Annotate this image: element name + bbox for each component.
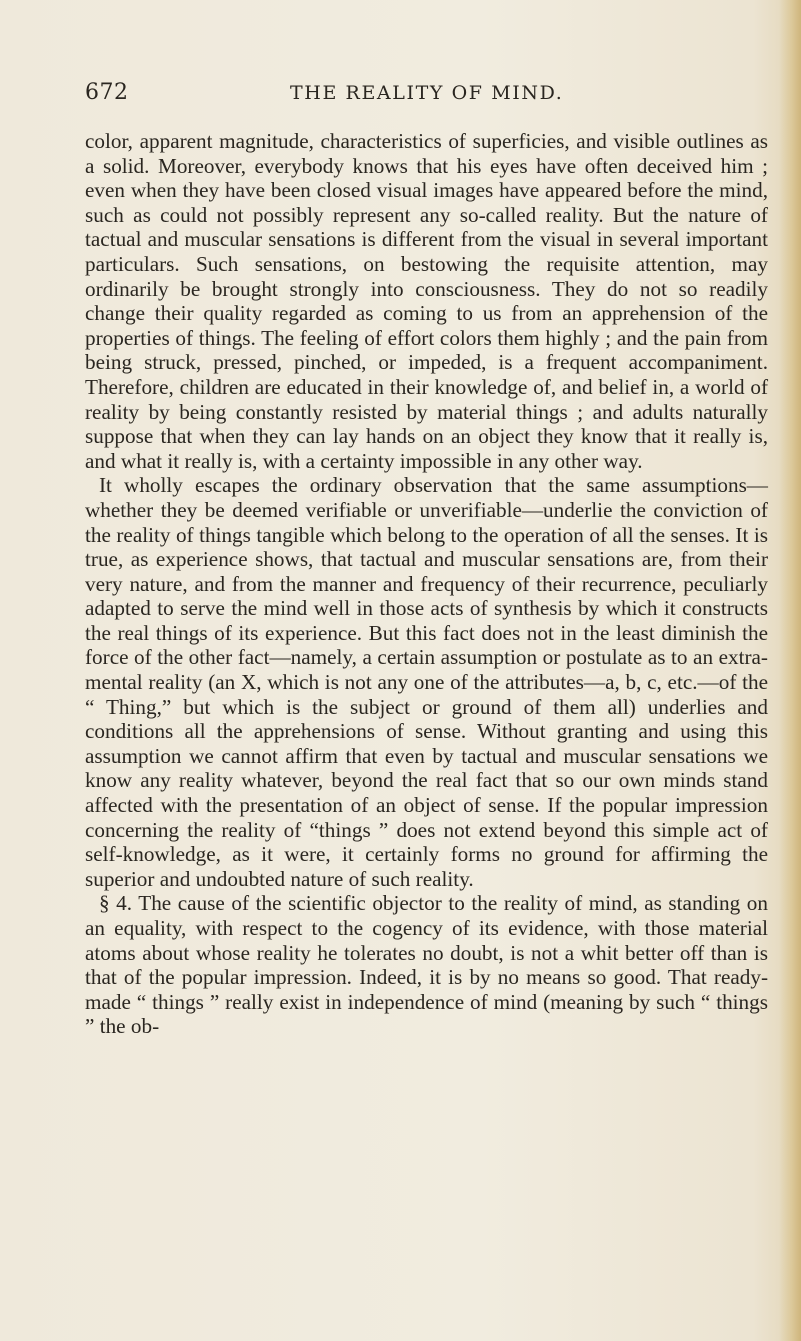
page-edge-stain	[779, 0, 801, 1341]
paragraph-1: color, apparent magnitude, characteristics of superficies, and visible outlines as a solid. Moreover, everybody knows that his eyes have often deceived him ; even when they have been closed visual images have appeared before the mind, such as could not possibly represent any so-called reality. But the nature of tactual and muscular sensations is different from the visual in several important particulars. Such sensations, on bestowing the requisite attention, may ordinarily be brought strongly into consciousness. They do not so readily change their quality regarded as coming to us from an apprehension of the properties of things. The feeling of effort colors them highly ; and the pain from being struck, pressed, pinched, or impeded, is a frequent accompaniment. Therefore, children are educated in their knowledge of, and belief in, a world of reality by being constantly resisted by material things ; and adults naturally suppose that when they can lay hands on an object they know that it really is, and what it really is, with a certainty impossible in any other way.	[85, 129, 768, 473]
page-header	[85, 80, 768, 114]
body-text	[85, 129, 768, 1039]
paragraph-2: It wholly escapes the ordinary observation that the same assumptions—whether they be deemed verifiable or unverifiable—underlie the conviction of the reality of things tangible which belong to the operation of all the senses. It is true, as experience shows, that tactual and muscular sensations are, from their very nature, and from the manner and frequency of their recurrence, peculiarly adapted to serve the mind well in those acts of synthesis by which it constructs the real things of its experience. But this fact does not in the least diminish the force of the other fact—namely, a certain assumption or postulate as to an extra-mental reality (an X, which is not any one of the attributes—a, b, c, etc.—of the “ Thing,” but which is the subject or ground of them all) underlies and conditions all the apprehensions of sense. Without granting and using this assumption we cannot affirm that even by tactual and muscular sensations we know any reality whatever, beyond the real fact that so our own minds stand affected with the presentation of an object of sense. If the popular impression concerning the reality of “things ” does not extend beyond this simple act of self-knowledge, as it were, it certainly forms no ground for affirming the superior and undoubted nature of such reality.	[85, 473, 768, 891]
running-title: THE REALITY OF MIND.	[290, 82, 564, 104]
page-number: 672	[85, 80, 129, 105]
paragraph-3: § 4. The cause of the scientific objector to the reality of mind, as standing on an equality, with respect to the cogency of its evidence, with those material atoms about whose reality he tolerates no doubt, is not a whit better off than is that of the popular impression. Indeed, it is by no means so good. That ready-made “ things ” really exist in independence of mind (meaning by such “ things ” the ob-	[85, 891, 768, 1039]
